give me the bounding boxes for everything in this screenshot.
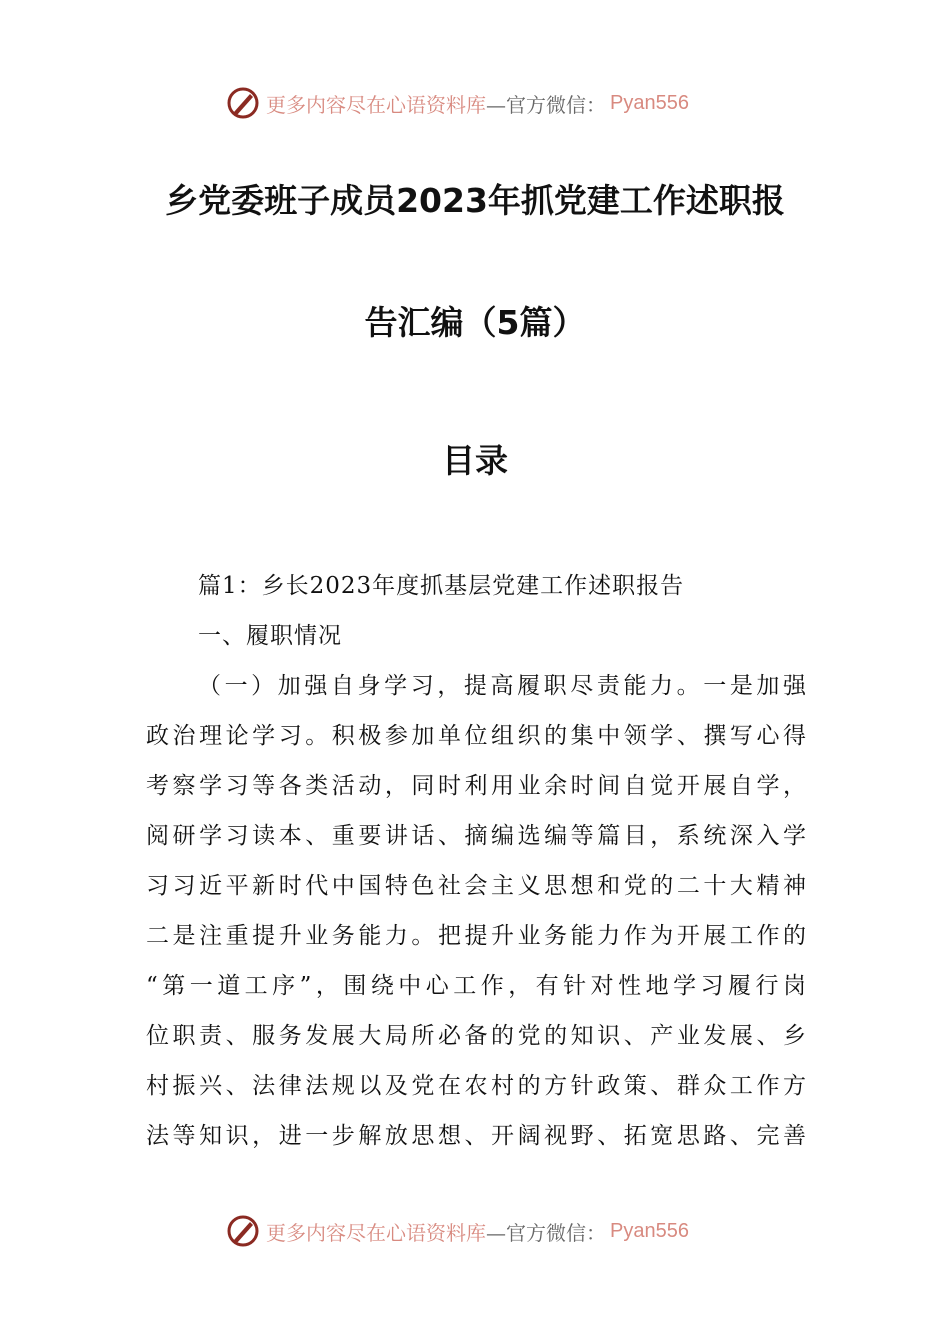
watermark-wechat-label: —官方微信： bbox=[486, 1220, 606, 1245]
pen-logo-icon bbox=[226, 86, 260, 120]
watermark-header bbox=[226, 83, 726, 123]
body-line: 位职责、服务发展大局所必备的党的知识、产业发展、乡 bbox=[146, 1023, 806, 1049]
body-line: “第一道工序”，围绕中心工作，有针对性地学习履行岗 bbox=[146, 973, 806, 999]
pen-logo-icon bbox=[226, 1214, 260, 1248]
document-title-line1: 乡党委班子成员2023年抓党建工作述职报 bbox=[165, 181, 785, 220]
watermark-wechat-id: Pyan556 bbox=[610, 1219, 689, 1242]
watermark-wechat-id: Pyan556 bbox=[610, 91, 689, 114]
watermark-text: 更多内容尽在心语资料库 bbox=[266, 92, 486, 117]
watermark-text: 更多内容尽在心语资料库 bbox=[266, 1220, 486, 1245]
body-line: 阅研学习读本、重要讲话、摘编选编等篇目，系统深入学 bbox=[146, 823, 806, 849]
body-line: 政治理论学习。积极参加单位组织的集中领学、撰写心得 bbox=[146, 723, 806, 749]
body-line: 法等知识，进一步解放思想、开阔视野、拓宽思路、完善 bbox=[146, 1123, 806, 1149]
toc-item: 篇1：乡长2023年度抓基层党建工作述职报告 bbox=[198, 573, 685, 599]
section-heading: 一、履职情况 bbox=[198, 623, 342, 649]
toc-heading: 目录 bbox=[442, 441, 508, 480]
watermark-wechat-label: —官方微信： bbox=[486, 92, 606, 117]
document-title-line2: 告汇编（5篇） bbox=[364, 303, 586, 342]
body-line: 二是注重提升业务能力。把提升业务能力作为开展工作的 bbox=[146, 923, 806, 949]
watermark-footer bbox=[226, 1211, 726, 1251]
body-line: （一）加强自身学习，提高履职尽责能力。一是加强 bbox=[198, 673, 806, 699]
body-line: 村振兴、法律法规以及党在农村的方针政策、群众工作方 bbox=[146, 1073, 806, 1099]
body-line: 考察学习等各类活动，同时利用业余时间自觉开展自学， bbox=[146, 773, 806, 799]
body-line: 习习近平新时代中国特色社会主义思想和党的二十大精神 bbox=[146, 873, 806, 899]
